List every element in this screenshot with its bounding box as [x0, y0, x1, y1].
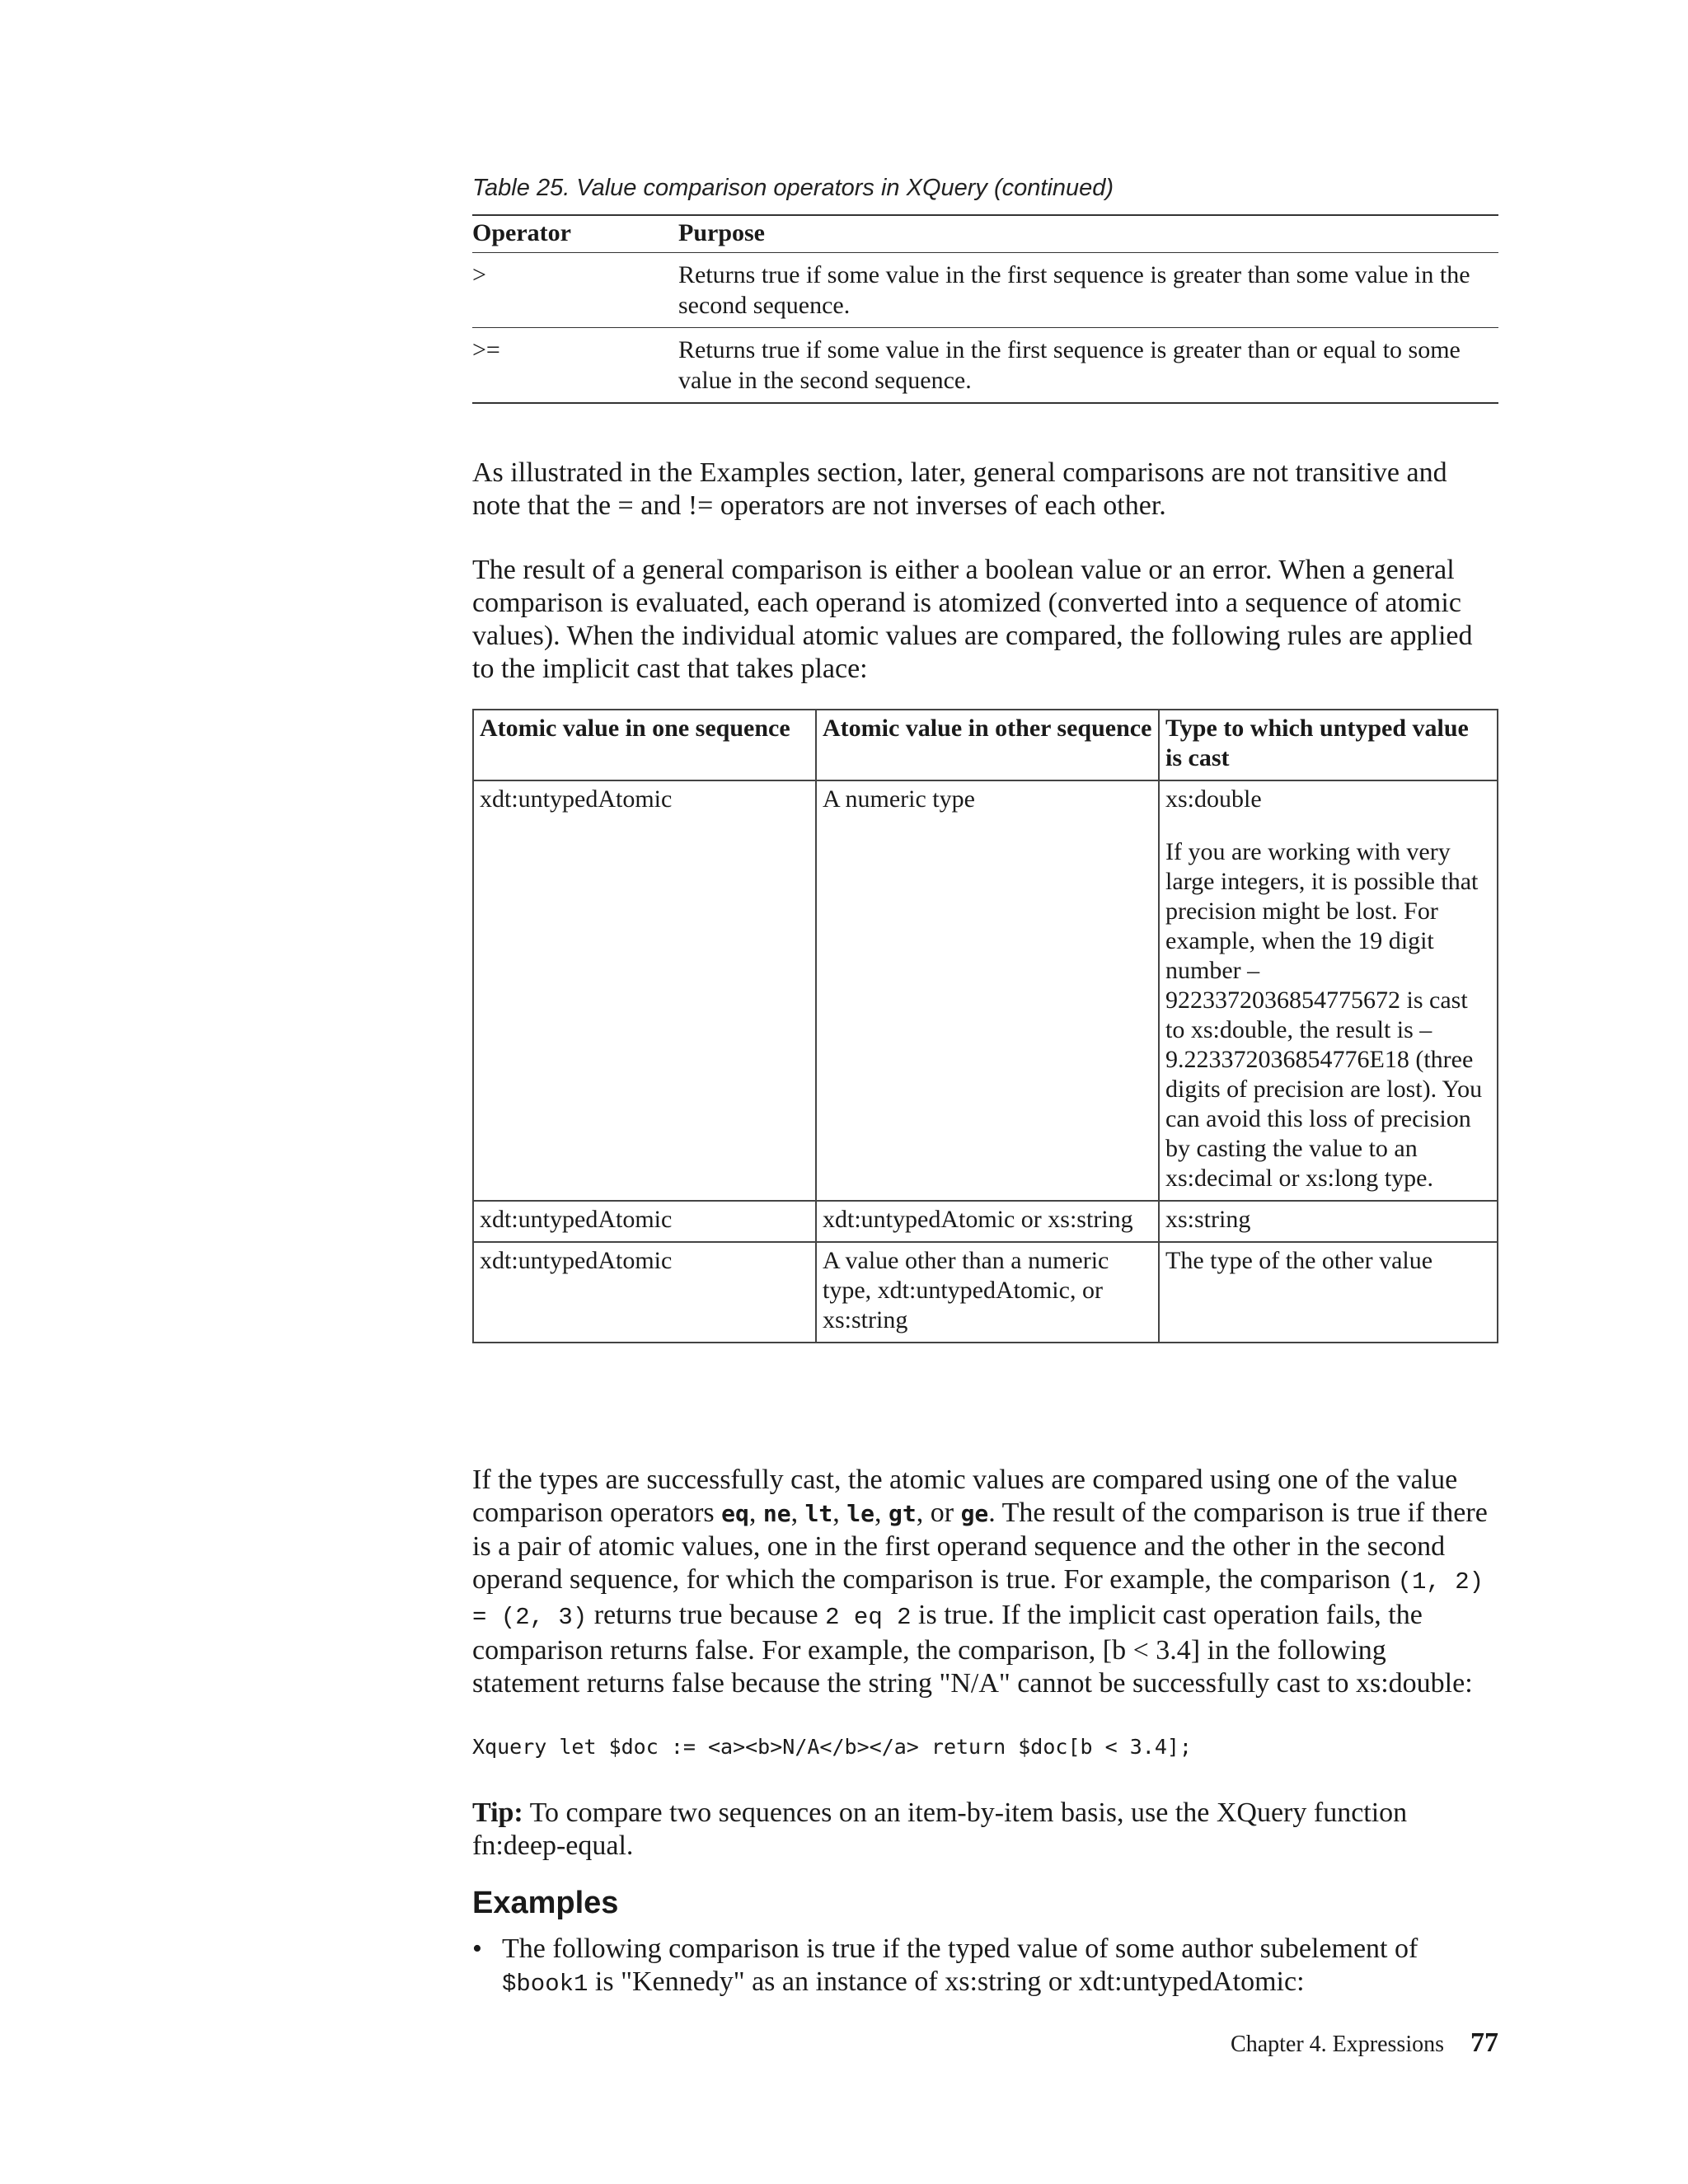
column-header-operator: Operator — [472, 215, 678, 253]
cell-other-sequence: A numeric type — [816, 780, 1159, 1201]
cell-cast-type: The type of the other value — [1159, 1242, 1498, 1343]
operator-cell: >= — [472, 328, 678, 404]
operator-eq: eq — [721, 1500, 749, 1527]
table-row — [473, 780, 1498, 1201]
operator-ne: ne — [762, 1500, 791, 1527]
cell-other-sequence: xdt:untypedAtomic or xs:string — [816, 1201, 1159, 1242]
purpose-cell: Returns true if some value in the first sequence is greater than or equal to some value in the second sequence. — [678, 328, 1498, 404]
inline-code-comparison: (1, 2) = (2, 3) — [472, 1568, 1484, 1631]
inline-code-eq: 2 eq 2 — [825, 1604, 912, 1631]
cell-one-sequence: xdt:untypedAtomic — [473, 1242, 816, 1343]
cell-cast-type: xs:string — [1159, 1201, 1498, 1242]
operator-ge: ge — [960, 1500, 989, 1527]
column-header-other-sequence: Atomic value in other sequence — [816, 710, 1159, 780]
examples-heading: Examples — [472, 1886, 619, 1920]
operators-table — [472, 214, 1498, 404]
column-header-purpose: Purpose — [678, 215, 1498, 253]
implicit-cast-table — [472, 709, 1498, 1343]
tip-paragraph — [472, 1797, 1498, 1863]
list-item: • The following comparison is true if the typed value of some author subelement of $book1 is "Kennedy" as an instance of xs:string or xdt:untypedAtomic: — [472, 1933, 1418, 1998]
table-caption: Table 25. Value comparison operators in XQuery (continued) — [472, 175, 1114, 201]
cast-type-value: xs:double — [1165, 785, 1262, 813]
operator-cell: > — [472, 253, 678, 328]
tip-text: To compare two sequences on an item-by-item basis, use the XQuery function fn:deep-equal. — [472, 1797, 1408, 1861]
operator-lt: lt — [804, 1500, 833, 1527]
inline-code-book1: $book1 — [502, 1971, 588, 1998]
operator-le: le — [846, 1500, 875, 1527]
precision-note: If you are working with very large integers, it is possible that precision might be lost. For example, when the 19 digit number –9223372036854775672 is cast to xs:double, the result is –9.223372036854776E18 (three digits of precision are lost). You can avoid this loss of precision by casting the value to an xs:decimal or xs:long type. — [1165, 838, 1483, 1192]
chapter-label: Chapter 4. Expressions — [1231, 2032, 1444, 2057]
table-row — [473, 1242, 1498, 1343]
operator-gt: gt — [889, 1500, 917, 1527]
column-header-one-sequence: Atomic value in one sequence — [473, 710, 816, 780]
tip-label: Tip: — [472, 1797, 523, 1828]
paragraph-transitivity: As illustrated in the Examples section, later, general comparisons are not transitive and note that the = and != operators are not inverses of each other. — [472, 457, 1447, 521]
table-row — [472, 328, 1498, 404]
table-row — [473, 1201, 1498, 1242]
page-number: 77 — [1470, 2027, 1498, 2058]
cell-other-sequence: A value other than a numeric type, xdt:untypedAtomic, or xs:string — [816, 1242, 1159, 1343]
page-footer — [1231, 2027, 1498, 2059]
cell-one-sequence: xdt:untypedAtomic — [473, 1201, 816, 1242]
table-header-row — [472, 215, 1498, 253]
code-example: Xquery let $doc := <a><b>N/A</b></a> return $doc[b < 3.4]; — [472, 1735, 1192, 1759]
purpose-cell: Returns true if some value in the first sequence is greater than some value in the second sequence. — [678, 253, 1498, 328]
table-row — [472, 253, 1498, 328]
column-header-cast-type: Type to which untyped value is cast — [1159, 710, 1498, 780]
bullet-icon: • — [472, 1933, 482, 1964]
cell-one-sequence: xdt:untypedAtomic — [473, 780, 816, 1201]
table-header-row — [473, 710, 1498, 780]
paragraph-general-comparison: The result of a general comparison is either a boolean value or an error. When a general comparison is evaluated, each operand is atomized (converted into a sequence of atomic values). When the individual atomic values are compared, the following rules are applied to the implicit cast that takes place: — [472, 555, 1473, 684]
cell-cast-type — [1159, 780, 1498, 1201]
paragraph-cast-result: If the types are successfully cast, the atomic values are compared using one of the value comparison operators eq, ne, lt, le, gt, or ge. The result of the comparison is true if there is a pair of atomic values, one in the first operand sequence and the other in the second operand sequence, for which the comparison is true. For example, the comparison (1, 2) = (2, 3) returns true because 2 eq 2 is true. If the implicit cast operation fails, the comparison returns false. For example, the comparison, [b < 3.4] in the following statement returns false because the string "N/A" cannot be successfully cast to xs:double: — [472, 1465, 1488, 1699]
